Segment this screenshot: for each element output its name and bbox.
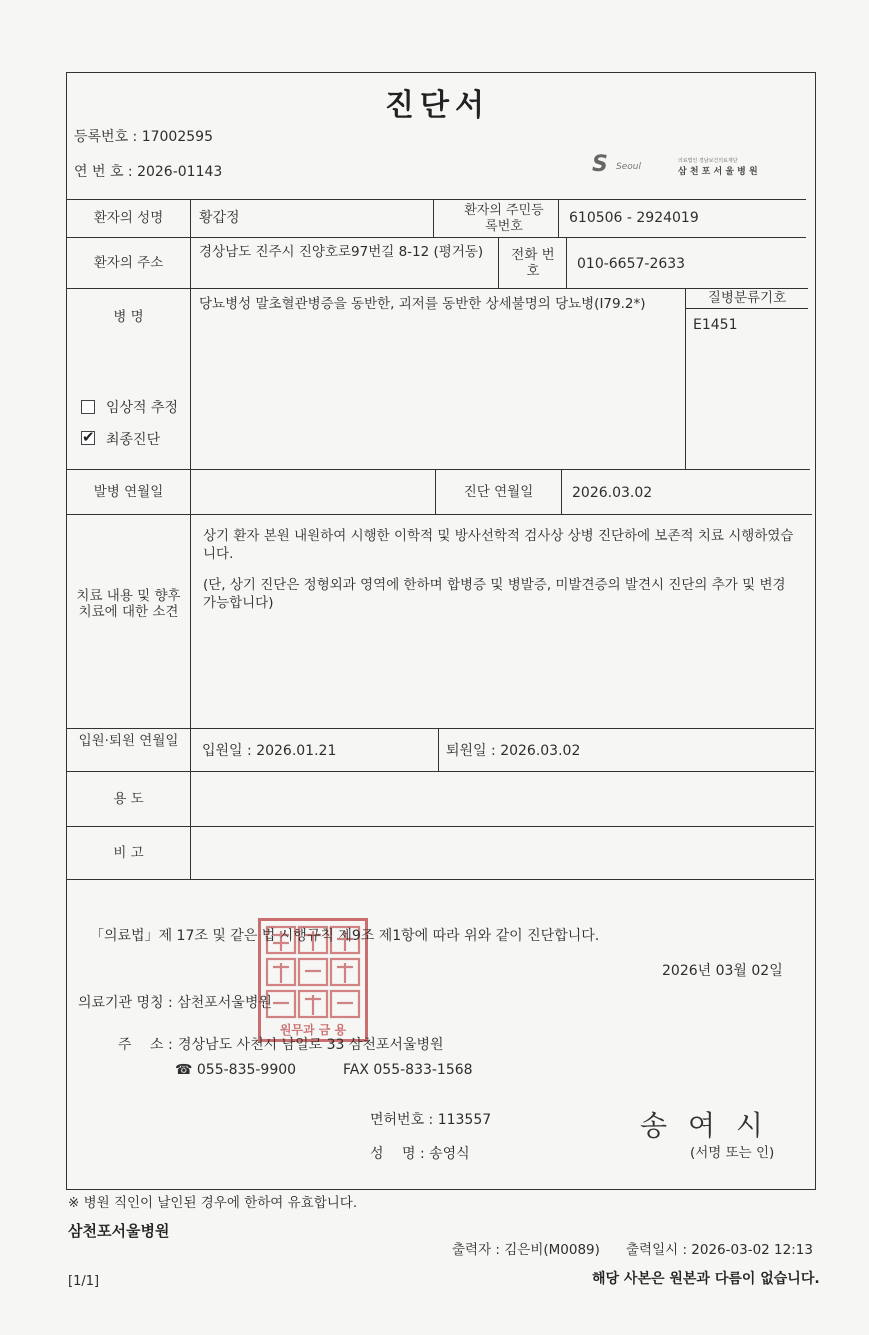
clinical-estimate-label: 임상적 추정	[106, 400, 179, 416]
patient-name-label: 환자의 성명	[93, 210, 164, 227]
institution-name: 의료기관 명칭 : 삼천포서울병원	[78, 995, 272, 1011]
doctor-signature: 송 여 시	[640, 1109, 769, 1142]
col-line	[438, 728, 439, 771]
final-diagnosis-label: 최종진단	[106, 432, 161, 448]
row-line	[66, 514, 812, 515]
print-time: 출력일시 : 2026-03-02 12:13	[626, 1242, 813, 1258]
col-line	[561, 469, 562, 514]
hospital-logo	[592, 152, 792, 180]
admission-label: 입원·퇴원 연월일	[78, 733, 179, 750]
logo-hospital-name: 삼 천 포 서 울 병 원	[678, 167, 758, 177]
treatment-text: 상기 환자 본원 내원하여 시행한 이학적 및 방사선학적 검사상 상병 진단하에 보존적 치료 시행하였습니다.	[203, 528, 794, 562]
document-title: 진단서	[385, 88, 490, 123]
purpose-label: 용 도	[113, 790, 144, 807]
row-line	[685, 308, 808, 309]
col-line	[566, 237, 567, 288]
clinical-estimate-checkbox[interactable]	[81, 400, 95, 414]
patient-address: 경상남도 진주시 진양호로97번길 8-12 (평거동)	[199, 244, 484, 260]
logo-sub: Seoul	[616, 162, 641, 172]
validity-note: ※ 병원 직인이 날인된 경우에 한하여 유효합니다.	[68, 1195, 358, 1211]
disease-label: 병 명	[113, 308, 144, 325]
admission-date: 입원일 : 2026.01.21	[202, 743, 337, 759]
institution-tel: ☎ 055-835-9900	[175, 1062, 297, 1078]
issue-date: 2026년 03월 02일	[662, 963, 783, 979]
col-line	[433, 199, 434, 237]
disease-code-label: 질병분류기호	[707, 290, 787, 307]
remarks-label: 비 고	[113, 844, 144, 861]
license-number: 면허번호 : 113557	[370, 1112, 492, 1128]
patient-phone-label: 전화 번호	[511, 246, 555, 279]
diagnosis-date-label: 진단 연월일	[463, 483, 534, 500]
col-line	[558, 199, 559, 237]
institution-fax: FAX 055-833-1568	[343, 1062, 473, 1078]
patient-phone: 010-6657-2633	[577, 256, 686, 272]
page-indicator: [1/1]	[68, 1274, 100, 1289]
row-line	[66, 879, 814, 880]
serial-number: 연 번 호 : 2026-01143	[74, 164, 223, 180]
disease-code: E1451	[693, 317, 738, 333]
copy-notice: 해당 사본은 원본과 다름이 없습니다.	[592, 1271, 820, 1287]
disease-name: 당뇨병성 말초혈관병증을 동반한, 괴저를 동반한 상세불명의 당뇨병(I79.2*)	[199, 296, 646, 312]
onset-date-label: 발병 연월일	[93, 483, 164, 500]
sign-note: (서명 또는 인)	[690, 1145, 775, 1161]
final-diagnosis-checkbox[interactable]	[81, 431, 95, 445]
patient-name: 황갑정	[199, 210, 240, 226]
institution-address-label: 주 소 :	[118, 1037, 173, 1053]
institution-address: 경상남도 사천시 남일로 33 삼천포서울병원	[178, 1037, 444, 1053]
footer-hospital: 삼천포서울병원	[68, 1222, 170, 1240]
patient-address-label: 환자의 주소	[93, 254, 164, 271]
col-line	[190, 199, 191, 879]
legal-statement: 「의료법」제 17조 및 같은 법 시행규칙 제9조 제1항에 따라 위와 같이 진단합니다.	[90, 928, 600, 944]
treatment-label: 치료 내용 및 향후 치료에 대한 소견	[76, 587, 181, 620]
logo-mark: S	[592, 152, 608, 177]
patient-rrn-label: 환자의 주민등록번호	[464, 202, 544, 234]
registration-number: 등록번호 : 17002595	[74, 129, 213, 145]
diagnosis-date: 2026.03.02	[572, 485, 653, 501]
treatment-note: (단, 상기 진단은 정형외과 영역에 한하며 합병증 및 병발증, 미발견증의 발견시 진단의 추가 및 변경 가능합니다)	[203, 577, 786, 611]
col-line	[498, 237, 499, 288]
col-line	[685, 288, 686, 469]
patient-rrn: 610506 - 2924019	[569, 210, 699, 226]
printer-info: 출력자 : 김은비(M0089)	[452, 1242, 600, 1258]
logo-tiny: 의료법인 경남보건의료재단	[678, 158, 738, 164]
doctor-name: 성 명 : 송영식	[370, 1146, 470, 1162]
seal-caption: 원무과 금 용	[279, 1023, 347, 1037]
discharge-date: 퇴원일 : 2026.03.02	[446, 743, 581, 759]
